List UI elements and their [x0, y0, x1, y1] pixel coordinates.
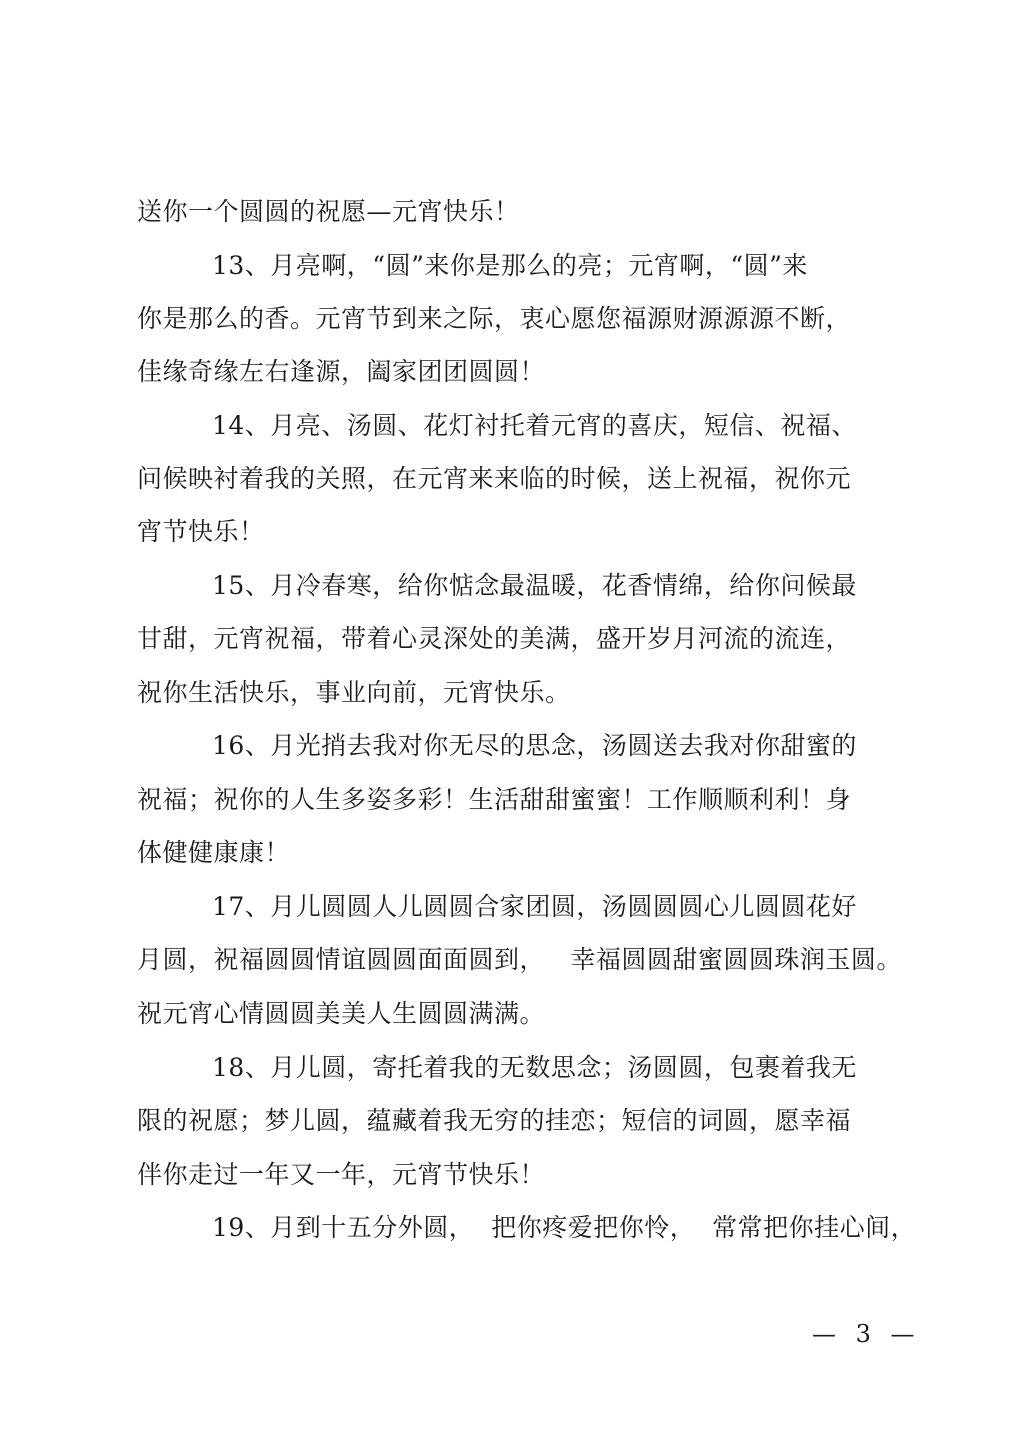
paragraph-15-line: 15、月冷春寒，给你惦念最温暖，花香情绵，给你问候最	[212, 571, 857, 600]
paragraph-17-line: 17、月儿圆圆人儿圆圆合家团圆，汤圆圆圆心儿圆圆花好	[212, 892, 857, 921]
text-line: 送你一个圆圆的祝愿—元宵快乐！	[137, 197, 520, 226]
text-line: 佳缘奇缘左右逢源，阖家团团圆圆！	[137, 357, 546, 386]
text-line: 问候映衬着我的关照，在元宵来来临的时候，送上祝福，祝你元	[137, 464, 852, 493]
paragraph-14-line: 14、月亮、汤圆、花灯衬托着元宵的喜庆，短信、祝福、	[212, 411, 857, 440]
text-line: 限的祝愿；梦儿圆，蕴藏着我无穷的挂恋；短信的词圆，愿幸福	[137, 1106, 852, 1135]
text-line: 体健健康康！	[137, 838, 291, 867]
text-line: 祝福；祝你的人生多姿多彩！生活甜甜蜜蜜！工作顺顺利利！身	[137, 785, 852, 814]
text-line: 甘甜，元宵祝福，带着心灵深处的美满，盛开岁月河流的流连，	[137, 624, 852, 653]
text-line: 宵节快乐！	[137, 517, 265, 546]
page-number: — 3 —	[812, 1320, 921, 1348]
text-line: 伴你走过一年又一年，元宵节快乐！	[137, 1160, 546, 1189]
paragraph-19-line: 19、月到十五分外圆， 把你疼爱把你怜， 常常把你挂心间，	[212, 1213, 917, 1242]
paragraph-13-line: 13、月亮啊，“圆”来你是那么的亮；元宵啊，“圆”来	[212, 251, 808, 280]
text-line: 你是那么的香。元宵节到来之际，衷心愿您福源财源源源不断，	[137, 304, 852, 333]
paragraph-16-line: 16、月光捎去我对你无尽的思念，汤圆送去我对你甜蜜的	[212, 731, 857, 760]
text-line: 祝元宵心情圆圆美美人生圆圆满满。	[137, 999, 546, 1028]
paragraph-18-line: 18、月儿圆，寄托着我的无数思念；汤圆圆，包裹着我无	[212, 1053, 857, 1082]
text-line: 月圆，祝福圆圆情谊圆圆面面圆到， 幸福圆圆甜蜜圆圆珠润玉圆。	[137, 945, 902, 974]
text-line: 祝你生活快乐，事业向前，元宵快乐。	[137, 678, 571, 707]
